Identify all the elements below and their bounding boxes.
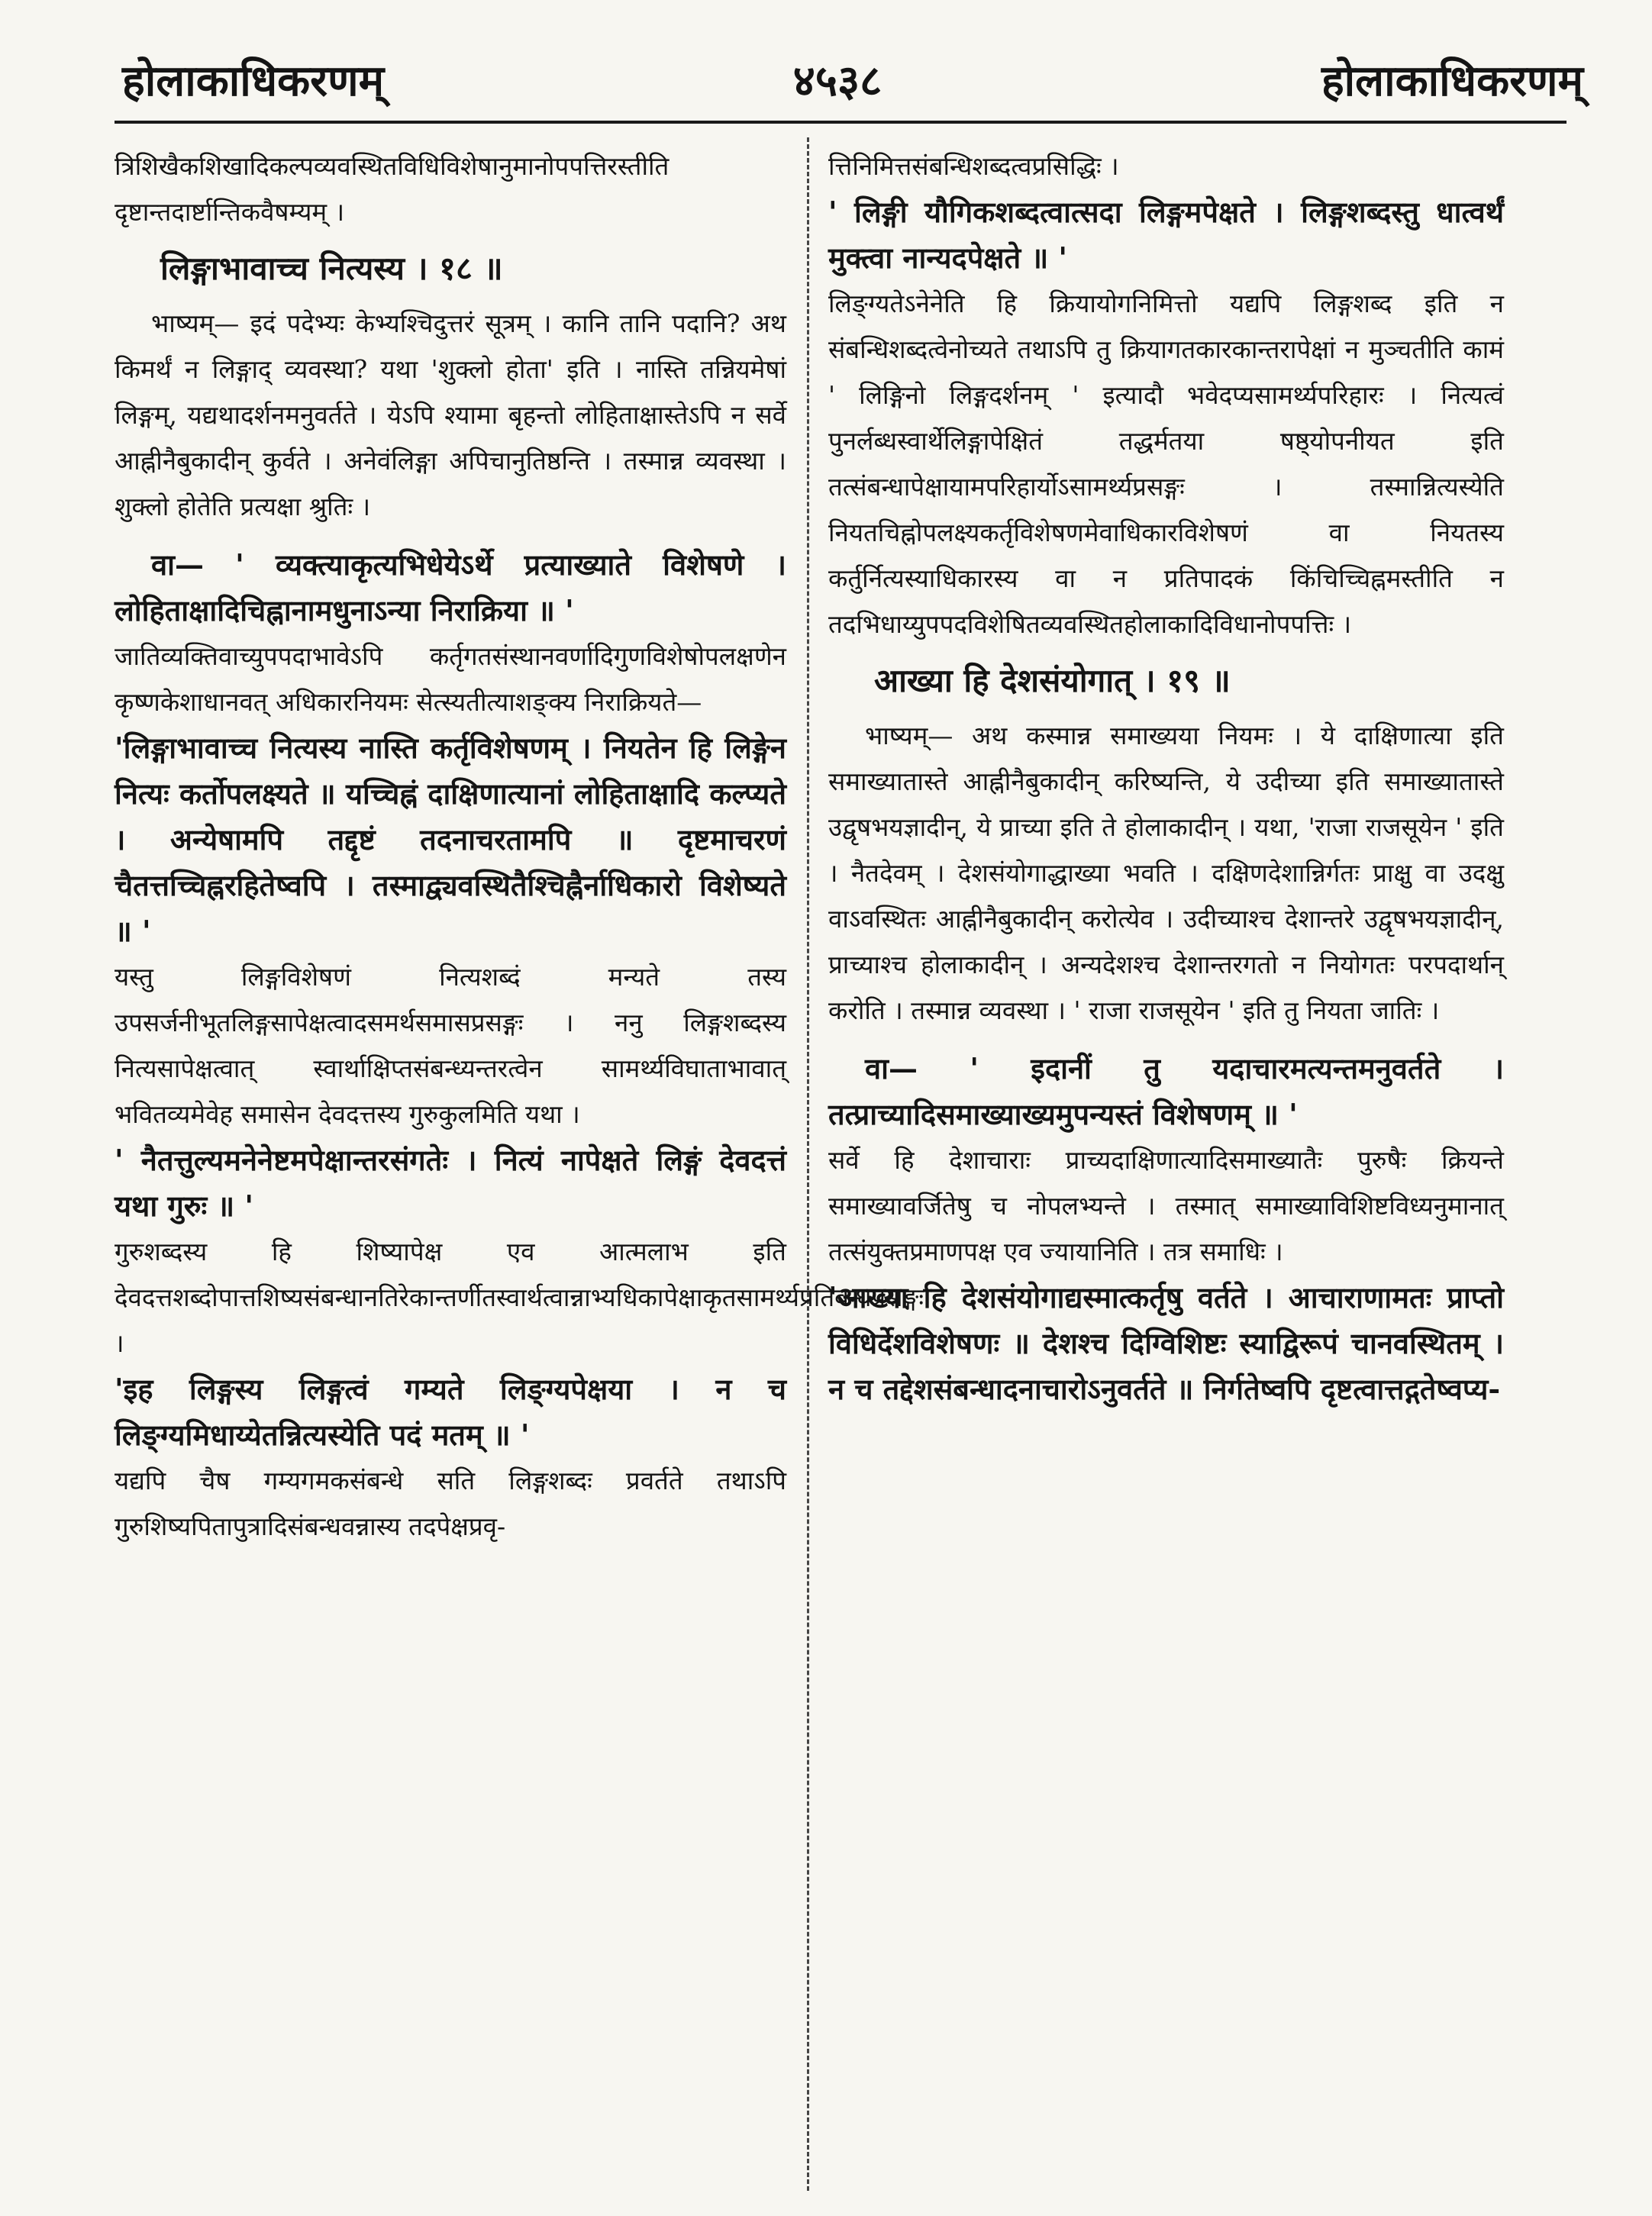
commentary-text: लिङ्ग्यतेऽनेनेति हि क्रियायोगनिमित्तो यद्यपि लिङ्गशब्द इति न संबन्धिशब्दत्वेनोच्यते तथाऽपि तु क्रियागतकारकान्तरापेक्षां न मुञ्चतीति कामं ' लिङ्गिनो लिङ्गदर्शनम् ' इत्यादौ भवेदप्यसामर्थ्यपरिहारः । नित्यत्वं पुनर्लब्धस्वार्थेलिङ्गापेक्षितं तद्धर्मतया षष्ठ्योपनीयत इति तत्संबन्धापेक्षायामपरिहार्योऽसामर्थ्यप्रसङ्गः । तस्मान्नित्यस्येति नियतचिह्नोपलक्ष्यकर्तृविशेषणमेवाधिकारविशेषणं वा नियतस्य कर्तुर्नित्यस्याधिकारस्य वा न प्रतिपादकं किंचिच्चिह्नमस्तीति न तदभिधाय्युपपदविशेषितव्यवस्थितहोलाकादिविधानोपपत्तिः ।: [828, 289, 1504, 639]
page-header: [92, 37, 1583, 113]
commentary-text: जातिव्यक्तिवाच्युपपदाभावेऽपि कर्तृगतसंस्थानवर्णादिगुणविशेषोपलक्षणेन कृष्णकेशाधानवत् अधिकारनियमः सेत्स्यतीत्याशङ्क्य निराक्रियते—: [115, 641, 786, 717]
sutra-18: लिङ्गाभावाच्च नित्यस्य । १८ ॥: [160, 250, 503, 287]
varttika-verse: ' लिङ्गी यौगिकशब्दत्वात्सदा लिङ्गमपेक्षते । लिङ्गशब्दस्तु धात्वर्थं मुक्त्वा नान्यदपेक्षते ॥ ': [828, 195, 1504, 275]
commentary-text: यद्यपि चैष गम्यगमकसंबन्धे सति लिङ्गशब्दः प्रवर्तते तथाऽपि गुरुशिष्यपितापुत्रादिसंबन्धवन्नास्य तदपेक्षप्रवृ-: [115, 1466, 786, 1541]
bhashya-text: भाष्यम्— इदं पदेभ्यः केभ्यश्चिदुत्तरं सूत्रम् । कानि तानि पदानि? अथ किमर्थं न लिङ्गाद् व्यवस्था? यथा 'शुक्लो होता' इति । नास्ति तन्नियमेषां लिङ्गम्, यद्यथादर्शनमनुवर्तते । येऽपि श्यामा बृहन्तो लोहिताक्षास्तेऽपि न सर्वे आह्नीनैबुकादीन् कुर्वते । अनेवंलिङ्गा अपिचानुतिष्ठन्ति । तस्मान्न व्यवस्था । शुक्लो होतेति प्रत्यक्षा श्रुतिः ।: [115, 308, 786, 521]
varttika-verse: वा— ' इदानीं तु यदाचारमत्यन्तमनुवर्तते । तत्प्राच्यादिसमाख्याख्यमुपन्यस्तं विशेषणम् ॥ ': [828, 1051, 1504, 1131]
sutra-19: आख्या हि देशसंयोगात् । १९ ॥: [874, 662, 1231, 699]
running-title-left: होलाकाधिकरणम्: [122, 56, 385, 106]
varttika-verse: वा— ' व्यक्त्याकृत्यभिधेयेऽर्थे प्रत्याख्याते विशेषणे । लोहिताक्षादिचिह्नानामधुनाऽन्या निराक्रिया ॥ ': [115, 547, 786, 627]
running-title-right: होलाकाधिकरणम्: [1321, 56, 1583, 106]
page-number: ४५३८: [792, 56, 882, 106]
header-rule: [115, 121, 1566, 124]
commentary-text: त्तिनिमित्तसंबन्धिशब्दत्वप्रसिद्धिः ।: [828, 151, 1119, 181]
commentary-text: यस्तु लिङ्गविशेषणं नित्यशब्दं मन्यते तस्य उपसर्जनीभूतलिङ्गसापेक्षत्वादसमर्थसमासप्रसङ्गः । ननु लिङ्गशब्दस्य नित्यसापेक्षत्वात् स्वार्थाक्षिप्तसंबन्ध्यन्तरत्वेन सामर्थ्यविघाताभावात् भवितव्यमेवेह समासेन देवदत्तस्य गुरुकुलमिति यथा ।: [115, 962, 786, 1129]
commentary-text: गुरुशब्दस्य हि शिष्यापेक्ष एव आत्मलाभ इति देवदत्तशब्दोपात्तशिष्यसंबन्धानतिरेकान्तर्णीतस्वार्थत्वान्नाभ्यधिकापेक्षाकृतसामर्थ्यप्रतिबन्धप्रसङ्गः ।: [115, 1237, 924, 1358]
varttika-verse: ' नैतत्तुल्यमनेनेष्टमपेक्षान्तरसंगतेः । नित्यं नापेक्षते लिङ्गं देवदत्तं यथा गुरुः ॥ ': [115, 1143, 786, 1223]
varttika-verse: 'लिङ्गाभावाच्च नित्यस्य नास्ति कर्तृविशेषणम् । नियतेन हि लिङ्गेन नित्यः कर्तोपलक्ष्यते ॥ यच्चिह्नं दाक्षिणात्यानां लोहिताक्षादि कल्प्यते । अन्येषामपि तद्दृष्टं तदनाचरतामपि ॥ दृष्टमाचरणं चैतत्तच्चिह्नरहितेष्वपि । तस्माद्व्यवस्थितैश्चिह्नैर्नाधिकारो विशेष्यते ॥ ': [115, 731, 786, 948]
column-divider: [807, 137, 809, 2191]
left-column: [115, 144, 924, 1550]
bhashya-text: भाष्यम्— अथ कस्मान्न समाख्यया नियमः । ये दाक्षिणात्या इति समाख्यातास्ते आह्नीनैबुकादीन् करिष्यन्ति, ये उदीच्या इति समाख्यातास्ते उद्वृषभयज्ञादीन्, ये प्राच्या इति ते होलाकादीन् । यथा, 'राजा राजसूयेन ' इति । नैतदेवम् । देशसंयोगाद्धाख्या भवति । दक्षिणदेशान्निर्गतः प्राक्षु वा उदक्षु वाऽवस्थितः आह्नीनैबुकादीन् करोत्येव । उदीच्याश्च देशान्तरे उद्वृषभयज्ञादीन्, प्राच्याश्च होलाकादीन् । अन्यदेशश्च देशान्तरगतो न नियोगतः परपदार्थान् करोति । तस्मान्न व्यवस्था । ' राजा राजसूयेन ' इति तु नियता जातिः ।: [828, 721, 1504, 1025]
commentary-text: त्रिशिखैकशिखादिकल्पव्यवस्थितविधिविशेषानुमानोपपत्तिरस्तीति दृष्टान्तदार्ष्टान्तिकवैषम्यम् ।: [115, 151, 670, 227]
commentary-text: सर्वे हि देशाचाराः प्राच्यदाक्षिणात्यादिसमाख्यातैः पुरुषैः क्रियन्ते समाख्यावर्जितेषु च नोपलभ्यन्ते । तस्मात् समाख्याविशिष्टविध्यनुमानात् तत्संयुक्तप्रमाणपक्ष एव ज्यायानिति । तत्र समाधिः ।: [828, 1145, 1504, 1266]
right-column: [828, 144, 1504, 1412]
varttika-verse: 'इह लिङ्गस्य लिङ्गत्वं गम्यते लिङ्ग्यपेक्षया । न च लिङ्ग्यमिधाय्येतन्नित्यस्येति पदं मतम् ॥ ': [115, 1372, 786, 1452]
varttika-verse: 'आख्या हि देशसंयोगाद्यस्मात्कर्तृषु वर्तते । आचाराणामतः प्राप्तो विधिर्देशविशेषणः ॥ देशश्च दिग्विशिष्टः स्याद्विरूपं चानवस्थितम् । न च तद्देशसंबन्धादनाचारोऽनुवर्तते ॥ निर्गतेष्वपि दृष्टत्वात्तद्गतेष्वप्य-: [828, 1280, 1504, 1406]
